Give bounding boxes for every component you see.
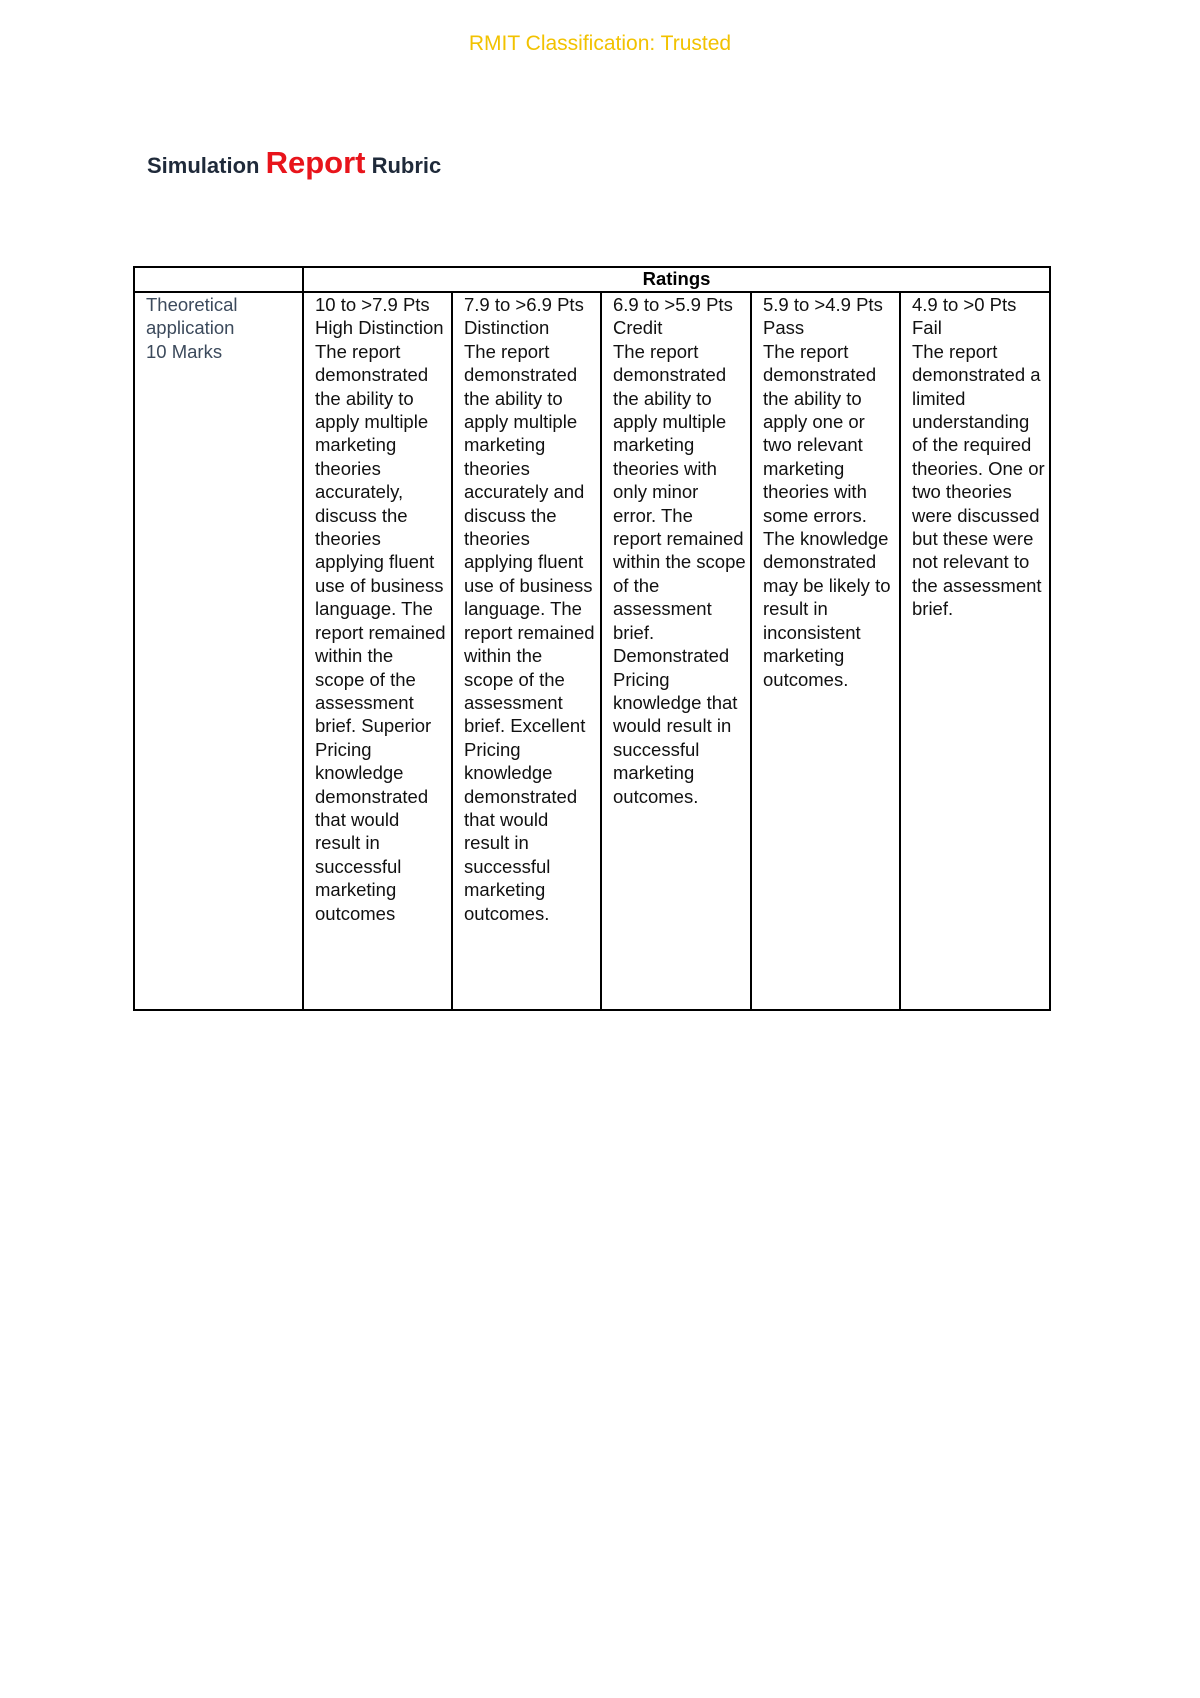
rating-description: The report demonstrated the ability to apply multiple marketing theories accurately, discuss the theories applying fluent use of business language. The report remained within the scope of the assessment brief. Superior Pricing knowledge demonstrated that would result in successful marketing outcomes xyxy=(315,340,446,924)
criterion-name-line1: Theoretical xyxy=(146,294,238,315)
criterion-name-line2: application xyxy=(146,317,235,339)
classification-label: RMIT Classification: Trusted xyxy=(468,32,732,55)
empty-header-cell xyxy=(134,267,303,292)
rating-cell-fail xyxy=(900,292,1050,1010)
rating-grade: Fail xyxy=(912,317,942,339)
rating-points: 5.9 to >4.9 Pts xyxy=(763,294,883,315)
criterion-row xyxy=(134,292,1050,1010)
rating-grade: High Distinction xyxy=(315,317,444,339)
rubric-table xyxy=(133,266,1051,1011)
title-part1: Simulation xyxy=(147,153,260,178)
criterion-cell xyxy=(134,292,303,1010)
rating-description: The report demonstrated the ability to apply multiple marketing theories with only minor error. The report remained within the scope of the assessment brief. Demonstrated Pricing knowledge that would result in successful marketing outcomes. xyxy=(613,340,746,807)
rating-points: 10 to >7.9 Pts xyxy=(315,294,430,315)
page-title xyxy=(147,145,441,181)
criterion-marks: 10 Marks xyxy=(146,340,223,362)
rating-description: The report demonstrated the ability to apply multiple marketing theories accurately and discuss the theories applying fluent use of business language. The report remained within the scope of the assessment brief. Excellent Pricing knowledge demonstrated that would result in successful marketing outcomes. xyxy=(464,340,595,924)
rating-grade: Credit xyxy=(613,317,663,339)
rating-grade: Pass xyxy=(763,317,805,339)
rating-points: 4.9 to >0 Pts xyxy=(912,294,1017,315)
ratings-header: Ratings xyxy=(303,267,1050,292)
header-row xyxy=(134,267,1050,292)
title-part2: Rubric xyxy=(371,153,442,178)
rating-description: The report demonstrated a limited understanding of the required theories. One or two theories were discussed but these were not relevant to the assessment brief. xyxy=(912,340,1045,620)
rating-cell-pass xyxy=(751,292,900,1010)
rating-points: 6.9 to >5.9 Pts xyxy=(613,294,733,315)
rating-grade: Distinction xyxy=(464,317,550,339)
rating-description: The report demonstrated the ability to apply one or two relevant marketing theories with some errors. The knowledge demonstrated may be likely to result in inconsistent marketing outcomes. xyxy=(763,340,891,690)
title-accent: Report xyxy=(265,145,366,180)
rating-cell-distinction xyxy=(452,292,601,1010)
rating-cell-credit xyxy=(601,292,751,1010)
rating-cell-high-distinction xyxy=(303,292,452,1010)
rating-points: 7.9 to >6.9 Pts xyxy=(464,294,584,315)
